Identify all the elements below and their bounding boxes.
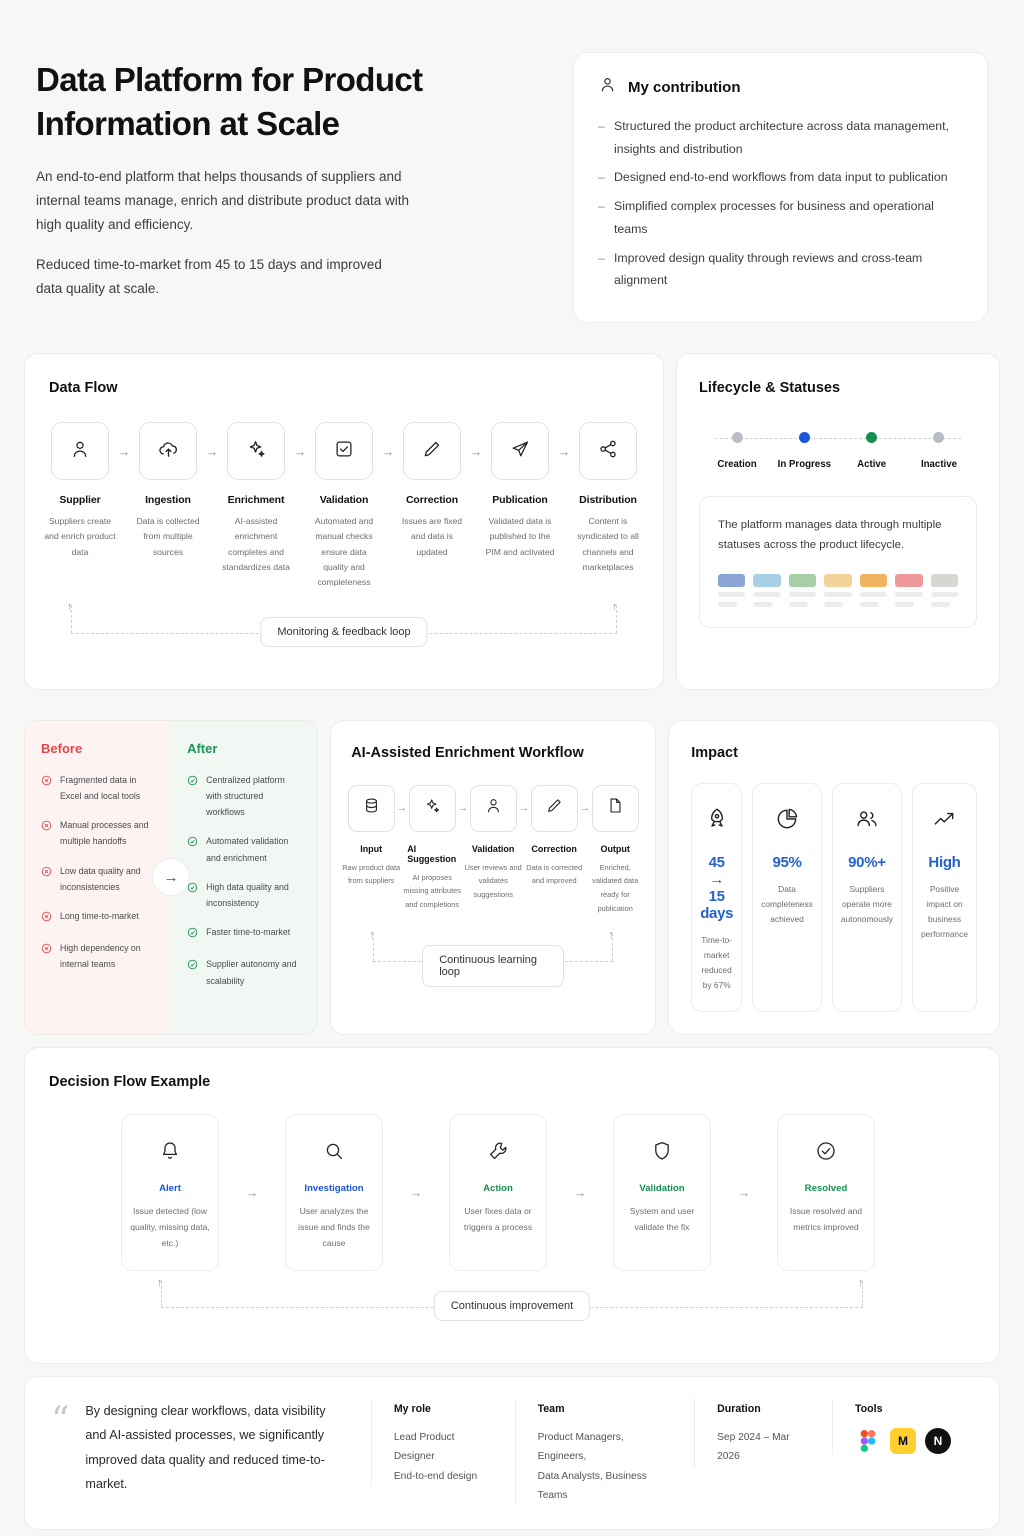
flow-arrow-icon: → bbox=[579, 802, 591, 815]
flow-node-correction bbox=[401, 422, 463, 560]
flow-node-validation bbox=[313, 422, 375, 590]
meta-heading: My role bbox=[393, 1402, 431, 1415]
decision-step-investigation bbox=[285, 1114, 383, 1271]
ai-workflow-title: AI-Assisted Enrichment Workflow bbox=[351, 744, 584, 761]
status-list bbox=[705, 430, 971, 470]
node-label: Output bbox=[600, 843, 630, 854]
search-icon bbox=[294, 1135, 374, 1167]
data-flow-nodes bbox=[44, 422, 639, 590]
list-item bbox=[41, 772, 155, 805]
ai-node-validation bbox=[464, 785, 522, 902]
status-dot bbox=[732, 432, 743, 443]
status-track bbox=[705, 430, 971, 470]
status-dot bbox=[933, 432, 944, 443]
impact-card-business bbox=[912, 783, 977, 1013]
share-icon bbox=[597, 438, 619, 465]
chip-column bbox=[860, 574, 887, 607]
list-item bbox=[187, 956, 301, 989]
meta-my-role bbox=[371, 1399, 515, 1486]
ai-node-correction bbox=[526, 785, 583, 888]
decision-step-title: Validation bbox=[639, 1183, 685, 1195]
learning-loop-label: Continuous learning loop bbox=[422, 945, 564, 987]
hero-section bbox=[0, 0, 1024, 323]
improvement-loop bbox=[121, 1276, 903, 1335]
quote-icon: “ bbox=[51, 1399, 70, 1441]
ai-node-input bbox=[342, 785, 401, 888]
meta-duration bbox=[694, 1399, 832, 1467]
meta-line: Sep 2024 – Mar 2026 bbox=[717, 1431, 790, 1463]
document-icon bbox=[606, 796, 625, 820]
meta-heading: Duration bbox=[717, 1402, 761, 1415]
node-desc: Content is syndicated to all channels and marketplaces bbox=[577, 516, 639, 573]
impact-desc: Data completeness achieved bbox=[761, 883, 813, 924]
node-desc: Data is collected from multiple sources bbox=[136, 516, 200, 557]
pencil-icon bbox=[421, 438, 443, 465]
status-label: Inactive bbox=[920, 459, 958, 471]
list-item bbox=[41, 817, 155, 850]
decision-step-desc: Issue resolved and metrics improved bbox=[789, 1206, 863, 1233]
node-icon-box bbox=[579, 422, 637, 480]
user-icon bbox=[69, 438, 91, 465]
contribution-card bbox=[573, 52, 988, 323]
flow-arrow-icon: → bbox=[573, 1184, 587, 1200]
node-desc: Issues are fixed and data is updated bbox=[401, 516, 463, 557]
monitoring-loop-label: Monitoring & feedback loop bbox=[260, 617, 427, 647]
flow-arrow-icon: → bbox=[557, 443, 571, 459]
list-item: – Improved design quality through reviews and cross-team alignment bbox=[598, 247, 963, 292]
footer-panel bbox=[24, 1376, 1000, 1531]
ai-workflow-nodes bbox=[342, 785, 639, 916]
decision-flow-title: Decision Flow Example bbox=[49, 1074, 211, 1091]
chip-column bbox=[824, 574, 851, 607]
flow-arrow-icon: → bbox=[409, 1184, 423, 1200]
meta-tools bbox=[832, 1399, 973, 1454]
figma-icon bbox=[855, 1428, 881, 1454]
hero-paragraph-1: An end-to-end platform that helps thousands of suppliers and internal teams manage, enrich and distribute product data with high quality and efficiency. bbox=[36, 169, 409, 233]
impact-value: 95% bbox=[772, 853, 802, 871]
impact-panel bbox=[668, 720, 1000, 1036]
check-circle-icon bbox=[187, 773, 198, 821]
check-circle-icon bbox=[187, 957, 198, 989]
status-item-active bbox=[840, 430, 904, 470]
node-icon-box bbox=[491, 422, 549, 480]
status-label: Creation bbox=[717, 459, 757, 471]
lifecycle-description: The platform manages data through multiple statuses across the product lifecycle. bbox=[718, 519, 942, 552]
before-column bbox=[25, 721, 171, 1035]
decision-step-title: Alert bbox=[159, 1183, 181, 1195]
page-title: Data Platform for Product Information at Scale bbox=[36, 61, 423, 142]
loop-left-line: ↑ bbox=[373, 933, 374, 961]
impact-desc: Time-to-market reduced by 67% bbox=[701, 934, 733, 990]
ai-node-suggestion bbox=[403, 785, 461, 912]
ai-node-output bbox=[590, 785, 640, 916]
decision-step-desc: User fixes data or triggers a process bbox=[463, 1206, 533, 1233]
contribution-title: My contribution bbox=[628, 78, 741, 96]
lifecycle-panel bbox=[676, 353, 1000, 689]
decision-step-title: Action bbox=[483, 1183, 513, 1195]
node-icon-box bbox=[139, 422, 197, 480]
before-after-panel bbox=[24, 720, 318, 1036]
bell-icon bbox=[130, 1135, 210, 1167]
node-icon-box bbox=[592, 785, 639, 832]
decision-step-desc: User analyzes the issue and finds the cause bbox=[298, 1206, 370, 1248]
ai-workflow-panel bbox=[330, 720, 656, 1036]
data-flow-panel bbox=[24, 353, 664, 689]
send-icon bbox=[509, 438, 531, 465]
user-icon bbox=[484, 796, 503, 820]
status-dot bbox=[866, 432, 877, 443]
loop-left-line: ↑ bbox=[71, 605, 72, 633]
list-item: – Designed end-to-end workflows from data input to publication bbox=[598, 166, 963, 189]
meta-team bbox=[515, 1399, 695, 1506]
loop-right-line: ↑ bbox=[612, 933, 613, 961]
status-item-in-progress bbox=[772, 430, 836, 470]
node-icon-box bbox=[51, 422, 109, 480]
impact-value: 90%+ bbox=[848, 853, 886, 871]
meta-line: Data Analysts, Business Teams bbox=[537, 1470, 647, 1501]
people-icon bbox=[841, 802, 893, 836]
after-item-text: Faster time-to-market bbox=[206, 927, 291, 938]
check-circle-icon bbox=[187, 880, 198, 912]
status-item-inactive bbox=[907, 430, 971, 470]
node-icon-box bbox=[409, 785, 456, 832]
flow-arrow-icon: → bbox=[205, 443, 219, 459]
status-dot bbox=[799, 432, 810, 443]
after-title: After bbox=[187, 740, 218, 756]
node-label: Distribution bbox=[579, 494, 637, 507]
meta-heading: Tools bbox=[855, 1402, 883, 1415]
node-icon-box bbox=[531, 785, 578, 832]
after-item-text: Automated validation and enrichment bbox=[206, 836, 289, 863]
flow-arrow-icon: → bbox=[396, 802, 408, 815]
flow-node-publication bbox=[485, 422, 555, 560]
node-desc: AI-assisted enrichment completes and standardizes data bbox=[222, 516, 290, 573]
rocket-icon bbox=[700, 802, 733, 836]
meta-line: Product Managers, Engineers, bbox=[537, 1431, 624, 1463]
impact-cards bbox=[691, 783, 977, 1013]
list-item: – Structured the product architecture across data management, insights and distribution bbox=[598, 115, 963, 160]
impact-card-completeness bbox=[752, 783, 822, 1013]
node-label: Validation bbox=[471, 843, 515, 854]
improvement-loop-label: Continuous improvement bbox=[434, 1291, 590, 1321]
data-flow-title: Data Flow bbox=[49, 380, 118, 397]
decision-step-desc: Issue detected (low quality, missing data, etc.) bbox=[130, 1206, 210, 1248]
node-desc: Enriched, validated data ready for publication bbox=[592, 862, 639, 913]
flow-node-ingestion bbox=[137, 422, 199, 560]
list-item bbox=[41, 908, 155, 927]
hero-paragraph-2: Reduced time-to-market from 45 to 15 days and improved data quality at scale. bbox=[36, 257, 382, 297]
meta-line: Lead Product Designer bbox=[393, 1431, 455, 1463]
person-icon bbox=[598, 75, 617, 99]
list-item bbox=[41, 940, 155, 973]
node-label: Publication bbox=[492, 494, 548, 507]
loop-right-line: ↑ bbox=[862, 1281, 863, 1307]
flow-arrow-icon: → bbox=[737, 1184, 751, 1200]
before-item-text: Long time-to-market bbox=[60, 911, 139, 922]
learning-loop bbox=[351, 929, 635, 989]
trend-up-icon bbox=[921, 802, 968, 836]
checkbox-icon bbox=[333, 438, 355, 465]
chip-column bbox=[753, 574, 780, 607]
after-column bbox=[171, 721, 317, 1035]
list-item bbox=[187, 833, 301, 866]
node-desc: Raw product data from suppliers bbox=[342, 862, 401, 886]
error-circle-icon bbox=[41, 941, 52, 973]
hero-text-block bbox=[36, 52, 545, 323]
impact-value: 45 → 15 days bbox=[700, 853, 734, 922]
decision-step-validation bbox=[613, 1114, 711, 1271]
loop-right-line: ↑ bbox=[616, 605, 617, 633]
node-label: Validation bbox=[319, 494, 369, 507]
impact-card-autonomy bbox=[832, 783, 902, 1013]
list-item bbox=[187, 772, 301, 821]
check-circle-icon bbox=[187, 925, 198, 943]
status-label: Active bbox=[857, 459, 887, 471]
flow-arrow-icon: → bbox=[117, 443, 131, 459]
before-item-text: Fragmented data in Excel and local tools bbox=[60, 774, 141, 801]
contribution-header bbox=[598, 75, 963, 99]
chip-column bbox=[931, 574, 958, 607]
node-icon-box bbox=[470, 785, 517, 832]
pie-chart-icon bbox=[761, 802, 813, 836]
node-desc: Data is corrected and improved bbox=[526, 862, 583, 886]
node-desc: Suppliers create and enrich product data bbox=[44, 516, 116, 557]
error-circle-icon bbox=[41, 818, 52, 850]
decision-step-desc: System and user validate the fix bbox=[629, 1206, 695, 1233]
node-desc: Validated data is published to the PIM and activated bbox=[485, 516, 555, 557]
chip-column bbox=[789, 574, 816, 607]
flow-node-enrichment bbox=[222, 422, 290, 575]
shield-icon bbox=[622, 1135, 702, 1167]
node-icon-box bbox=[315, 422, 373, 480]
after-item-text: Centralized platform with structured workflows bbox=[206, 774, 285, 818]
pencil-icon bbox=[545, 796, 564, 820]
node-label: Ingestion bbox=[145, 494, 191, 507]
impact-card-time-to-market bbox=[691, 783, 742, 1013]
lifecycle-description-box bbox=[699, 496, 977, 628]
meta-heading: Team bbox=[537, 1402, 565, 1415]
error-circle-icon bbox=[41, 909, 52, 927]
node-desc: Automated and manual checks ensure data quality and completeness bbox=[314, 516, 374, 588]
decision-step-resolved bbox=[777, 1114, 875, 1271]
flow-arrow-icon: → bbox=[469, 443, 483, 459]
flow-arrow-icon: → bbox=[518, 802, 530, 815]
wrench-icon bbox=[458, 1135, 538, 1167]
flow-arrow-icon: → bbox=[245, 1184, 259, 1200]
flow-node-supplier bbox=[44, 422, 116, 560]
notion-icon: N bbox=[925, 1428, 951, 1454]
row-dataflow-lifecycle bbox=[0, 353, 1024, 689]
status-label: In Progress bbox=[777, 459, 831, 471]
node-icon-box bbox=[348, 785, 395, 832]
flow-node-distribution bbox=[577, 422, 639, 575]
transition-arrow-icon: → bbox=[152, 858, 190, 896]
lifecycle-title: Lifecycle & Statuses bbox=[699, 380, 841, 397]
lifecycle-chip-row bbox=[718, 574, 958, 607]
node-label: Correction bbox=[405, 494, 459, 507]
before-title: Before bbox=[41, 740, 83, 756]
before-item-text: High dependency on internal teams bbox=[60, 943, 141, 970]
sparkles-icon bbox=[423, 796, 442, 820]
loop-left-line: ↑ bbox=[161, 1281, 162, 1307]
decision-steps bbox=[49, 1114, 975, 1271]
node-label: Correction bbox=[531, 843, 577, 854]
chip-column bbox=[895, 574, 922, 607]
tools-row bbox=[855, 1428, 951, 1454]
node-label: AI Suggestion bbox=[407, 843, 457, 864]
decision-flow-panel bbox=[24, 1047, 1000, 1364]
node-icon-box bbox=[227, 422, 285, 480]
cloud-upload-icon bbox=[157, 437, 180, 465]
flow-arrow-icon: → bbox=[457, 802, 469, 815]
flow-arrow-icon: → bbox=[293, 443, 307, 459]
node-desc: User reviews and validates suggestions bbox=[464, 862, 522, 899]
list-item: – Simplified complex processes for business and operational teams bbox=[598, 195, 963, 240]
node-label: Input bbox=[360, 843, 383, 854]
decision-step-action bbox=[449, 1114, 547, 1271]
decision-step-alert bbox=[121, 1114, 219, 1271]
node-label: Supplier bbox=[59, 494, 101, 507]
node-label: Enrichment bbox=[227, 494, 285, 507]
meta-line: End-to-end design bbox=[393, 1470, 478, 1482]
impact-desc: Positive impact on business performance bbox=[920, 883, 968, 939]
decision-step-title: Investigation bbox=[304, 1183, 364, 1195]
chip-column bbox=[718, 574, 745, 607]
sparkles-icon bbox=[245, 437, 268, 465]
list-item bbox=[41, 863, 155, 896]
decision-step-title: Resolved bbox=[804, 1183, 848, 1195]
monitoring-loop bbox=[49, 600, 639, 661]
list-item bbox=[187, 879, 301, 912]
check-circle-icon bbox=[786, 1135, 866, 1167]
error-circle-icon bbox=[41, 773, 52, 805]
impact-value: High bbox=[928, 853, 961, 871]
impact-title: Impact bbox=[691, 744, 738, 761]
list-item bbox=[187, 924, 301, 943]
row-beforeafter-ai-impact bbox=[0, 720, 1024, 1036]
before-item-text: Low data quality and inconsistencies bbox=[60, 865, 141, 892]
after-item-text: High data quality and inconsistency bbox=[206, 881, 289, 909]
node-desc: AI proposes missing attributes and completions bbox=[403, 872, 461, 909]
status-item-creation bbox=[705, 430, 769, 470]
node-icon-box bbox=[403, 422, 461, 480]
check-circle-icon bbox=[187, 834, 198, 866]
after-item-text: Supplier autonomy and scalability bbox=[206, 959, 297, 986]
footer-quote: By designing clear workflows, data visibility and AI-assisted processes, we significantly improved data quality and reduced time-to-market. bbox=[85, 1403, 326, 1492]
before-item-text: Manual processes and multiple handoffs bbox=[60, 820, 149, 847]
error-circle-icon bbox=[41, 864, 52, 896]
flow-arrow-icon: → bbox=[381, 443, 395, 459]
miro-icon: M bbox=[890, 1428, 916, 1454]
database-icon bbox=[362, 796, 381, 820]
contribution-list bbox=[598, 115, 963, 292]
impact-desc: Suppliers operate more autonomously bbox=[840, 883, 893, 924]
